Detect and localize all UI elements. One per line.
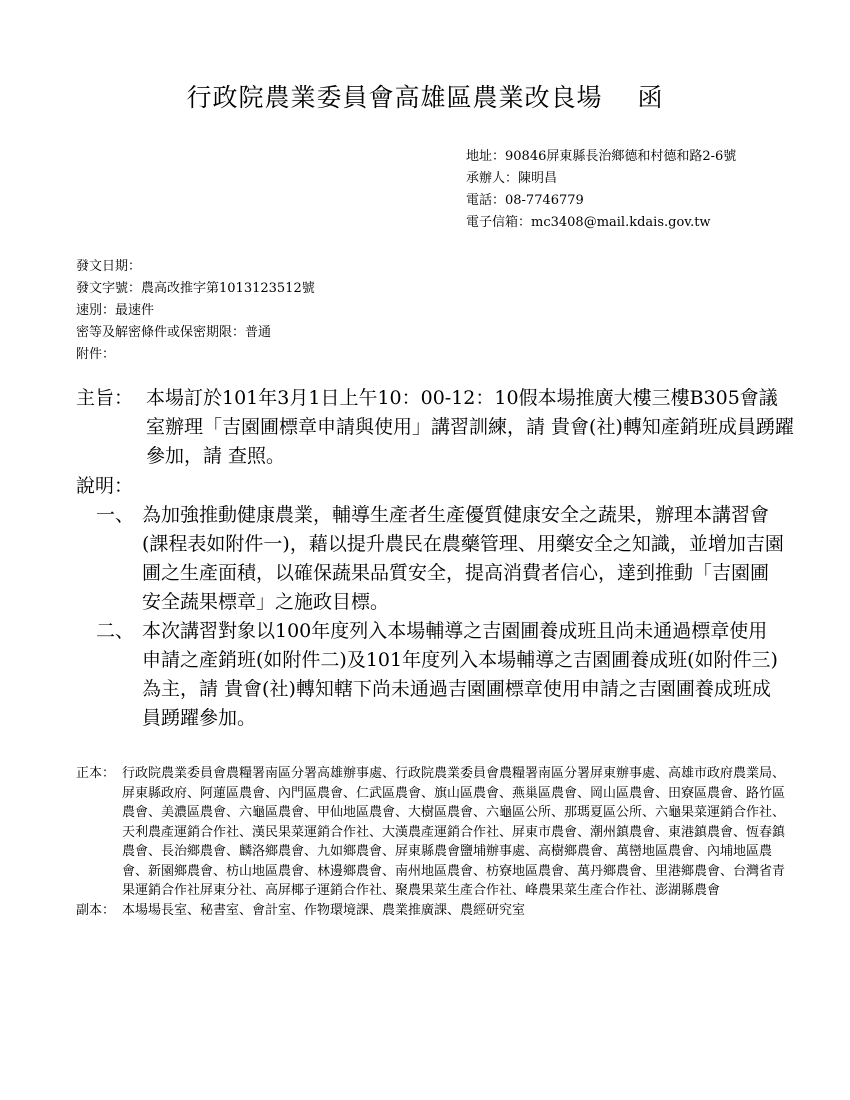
item-number: 一、 [96,504,135,526]
item-text: 本次講習對象以100年度列入本場輔導之吉園圃養成班且尚未通過標章使用申請之產銷班(如附件二)及101年度列入本場輔導之吉園圃養成班(如附件三)為主，請 貴會(社)轉知轄下尚未通過吉園圃標章使用申請之吉園圃養成班成員踴躍參加。 [142,620,778,729]
explanation-item [96,617,786,733]
attachments-line: 附件： [76,347,116,362]
copy-recipients-label: 副本： [76,902,116,918]
issue-date-line: 發文日期： [76,259,142,274]
phone-line: 電話：08-7746779 [466,193,584,208]
doc-number-line: 發文字號：農高改推字第1013123512號 [76,281,315,296]
address-line: 地址：90846屏東縣長治鄉德和村德和路2-6號 [466,149,737,164]
recipients-section [76,764,796,920]
email-line: 電子信箱：mc3408@mail.kdais.gov.tw [466,215,711,230]
meta-block [76,256,315,366]
explanation-section [96,501,786,733]
handler-line: 承辦人：陳明昌 [466,171,558,186]
subject-label: 主旨： [76,387,134,409]
speed-line: 速別：最速件 [76,303,155,318]
subject-section [76,384,796,471]
copy-recipients-text: 本場場長室、秘書室、會計室、作物環境課、農業推廣課、農經研究室 [122,902,526,918]
explanation-label: 說明： [76,475,134,497]
document-title: 行政院農業委員會高雄區農業改良場 函 [186,83,664,112]
item-text: 為加強推動健康農業，輔導生產者生產優質健康安全之蔬果，辦理本講習會(課程表如附件一)，藉以提升農民在農藥管理、用藥安全之知識，並增加吉園圃之生產面積，以確保蔬果品質安全，提高消費者信心，達到推動「吉園圃安全蔬果標章」之施政目標。 [142,504,784,613]
main-recipients-text: 行政院農業委員會農糧署南區分署高雄辦事處、行政院農業委員會農糧署南區分署屏東辦事處、高雄市政府農業局、屏東縣政府、阿蓮區農會、內門區農會、仁武區農會、旗山區農會、燕巢區農會、岡山區農會、田寮區農會、路竹區農會、美濃區農會、六龜區農會、甲仙地區農會、大樹區農會、六龜區公所、那瑪夏區公所、六龜果菜運銷合作社、天利農產運銷合作社、漢民果菜運銷合作社、大漢農產運銷合作社、屏東市農會、潮州鎮農會、東港鎮農會、恆春鎮農會、長治鄉農會、麟洛鄉農會、九如鄉農會、屏東縣農會鹽埔辦事處、高樹鄉農會、萬巒地區農會、內埔地區農會、新園鄉農會、枋山地區農會、林邊鄉農會、南州地區農會、枋寮地區農會、萬丹鄉農會、里港鄉農會、台灣省青果運銷合作社屏東分社、高屏椰子運銷合作社、聚農果菜生產合作社、峰農果菜生產合作社、澎湖縣農會 [122,766,786,898]
contact-block [466,146,796,234]
security-line: 密等及解密條件或保密期限：普通 [76,325,272,340]
subject-text: 本場訂於101年3月1日上午10：00-12：10假本場推廣大樓三樓B305會議室辦理「吉園圃標章申請與使用」講習訓練，請 貴會(社)轉知產銷班成員踴躍參加，請 查照。 [146,387,794,467]
item-number: 二、 [96,620,135,642]
explanation-item [96,501,786,617]
main-recipients-label: 正本： [76,766,116,781]
